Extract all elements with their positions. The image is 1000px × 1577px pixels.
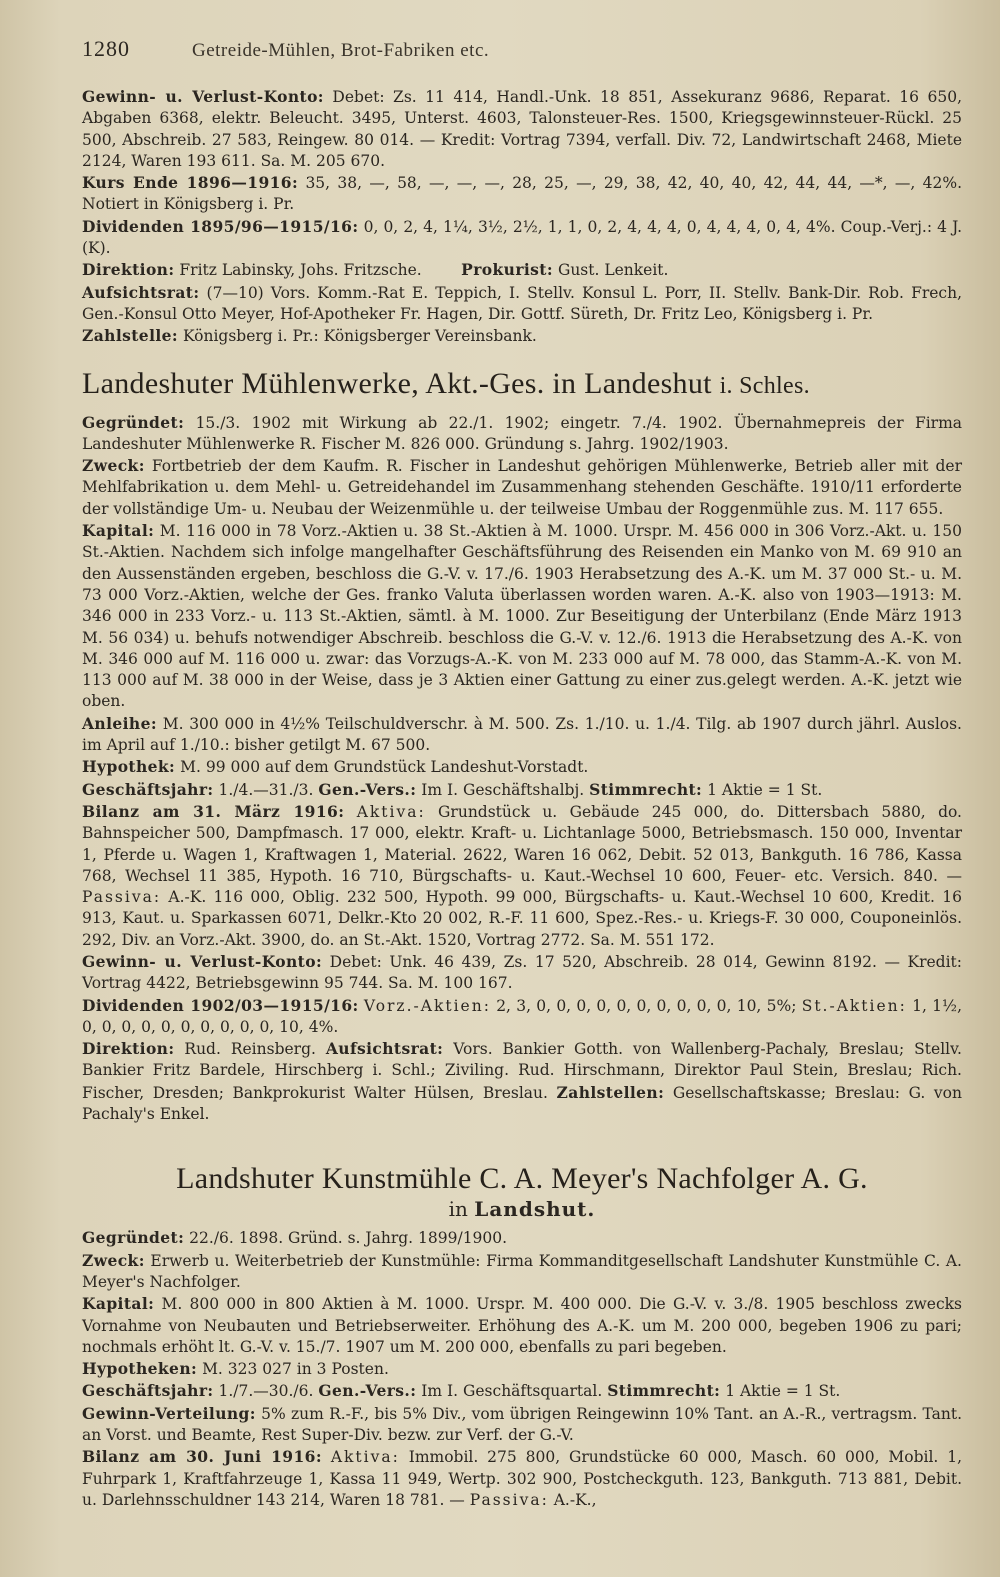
direktion-paragraph: Direktion: Fritz Labinsky, Johs. Fritzsche. Prokurist: Gust. Lenkeit. [82, 260, 669, 280]
guv-paragraph: Gewinn- u. Verlust-Konto: Debet: Unk. 46 439, Zs. 17 520, Abschreib. 28 014, Gewinn 8192. — Kredit: Vortrag 4422, Betriebsgewinn 95 744. Sa. M. 100 167. [82, 951, 962, 993]
zweck-paragraph: Zweck: Erwerb u. Weiterbetrieb der Kunstmühle: Firma Kommanditgesellschaft Landshuter Kunstmühle C. A. Meyer's Nachfolger. [82, 1250, 962, 1291]
zahlstelle-paragraph: Zahlstelle: Königsberg i. Pr.: Königsberger Vereinsbank. [82, 326, 537, 346]
page-header [82, 36, 962, 86]
kapital-paragraph: Kapital: M. 116 000 in 78 Vorz.-Aktien u. 38 St.-Aktien à M. 1000. Urspr. M. 456 000 in 306 Vorz.-Akt. u. 150 St.-Aktien. Nachdem sich infolge mangelhafter Geschäftsführung des Reisenden ein Manko von M. 69 910 an den Aussenständen ergeben, beschloss die G.-V. v. 17./6. 1903 Herabsetzung des A.-K. um M. 37 000 St.- u. M. 73 000 Vorz.-Aktien, welche der Ges. franko Valuta überlassen worden waren. A.-K. also von 1903—1913: M. 346 000 in 233 Vorz.- u. 113 St.-Aktien, sämtl. à M. 1000. Zur Beseitigung der Unterbilanz (Ende März 1913 M. 56 034) u. behufs notwendiger Abschreib. beschloss die G.-V. v. 12./6. 1913 die Herabsetzung des A.-K. von M. 346 000 auf M. 116 000 u. zwar: das Vorzugs-A.-K. von M. 233 000 auf M. 78 000, das Stamm-A.-K. von M. 113 000 auf M. 38 000 in der Weise, dass je 3 Aktien einer Gattung zu einer zus.gelegt werden. A.-K. jetzt wie oben. [82, 521, 962, 711]
aufsichtsrat-paragraph: Aufsichtsrat: (7—10) Vors. Komm.-Rat E. Teppich, I. Stellv. Konsul L. Porr, II. Stellv. Bank-Dir. Rob. Frech, Gen.-Konsul Otto Meyer, Hof-Apotheker Fr. Hagen, Dir. Gottf. Süreth, Dr. Fritz Leo, Königsberg i. Pr. [82, 282, 962, 323]
company-title: Landeshuter Mühlenwerke, Akt.-Ges. in Landeshut i. Schles. [82, 366, 810, 400]
page-number: 1280 [82, 36, 130, 61]
dividenden-paragraph: Dividenden 1902/03—1915/16: Vorz.-Aktien: 2, 3, 0, 0, 0, 0, 0, 0, 0, 0, 0, 0, 10, 5%; St.-Aktien: 1, 1½, 0, 0, 0, 0, 0, 0, 0, 0, 0, 0, 10, 4%. [82, 995, 962, 1036]
geschaeftsjahr-paragraph: Geschäftsjahr: 1./7.—30./6. Gen.-Vers.: Im I. Geschäftsquartal. Stimmrecht: 1 Aktie = 1 St. [82, 1381, 841, 1401]
hypothek-paragraph: Hypothek: M. 99 000 auf dem Grundstück Landeshut-Vorstadt. [82, 757, 589, 777]
anleihe-paragraph: Anleihe: M. 300 000 in 4½% Teilschuldverschr. à M. 500. Zs. 1./10. u. 1./4. Tilg. ab 1907 durch jährl. Auslos. im April auf 1./10.: bisher getilgt M. 67 500. [82, 713, 962, 755]
company-title: Landshuter Kunstmühle C. A. Meyer's Nachfolger A. G. [176, 1162, 868, 1196]
bilanz-paragraph: Bilanz am 30. Juni 1916: Aktiva: Immobil. 275 800, Grundstücke 60 000, Masch. 60 000, Mobil. 1, Fuhrpark 1, Kraftfahrzeuge 1, Kassa 11 949, Wertp. 302 900, Postcheckguth. 123, Bankguth. 713 881, Debit. u. Darlehnsschuldner 143 214, Waren 18 781. — Passiva: A.-K., [82, 1447, 963, 1509]
geschaeftsjahr-paragraph: Geschäftsjahr: 1./4.—31./3. Gen.-Vers.: Im I. Geschäftshalbj. Stimmrecht: 1 Aktie = 1 St. [82, 779, 823, 799]
dividenden-paragraph: Dividenden 1895/96—1915/16: 0, 0, 2, 4, 1¼, 3½, 2½, 1, 1, 0, 2, 4, 4, 4, 0, 4, 4, 4, 0, 4, 4%. Coup.-Verj.: 4 J. (K). [82, 216, 963, 258]
gegruendet-paragraph: Gegründet: 15./3. 1902 mit Wirkung ab 22./1. 1902; eingetr. 7./4. 1902. Übernahmepreis der Firma Landeshuter Mühlenwerke R. Fischer M. 826 000. Gründung s. Jahrg. 1902/1903. [82, 412, 963, 453]
kurs-paragraph: Kurs Ende 1896—1916: 35, 38, —, 58, —, —, —, 28, 25, —, 29, 38, 42, 40, 40, 42, 44, 44, —*, —, 42%. Notiert in Königsberg i. Pr. [82, 173, 963, 214]
bilanz-paragraph: Bilanz am 31. März 1916: Aktiva: Grundstück u. Gebäude 245 000, do. Dittersbach 5880, do. Bahnspeicher 500, Dampfmasch. 17 000, elektr. Kraft- u. Lichtanlage 5000, Betriebsmasch. 150 000, Inventar 1, Pferde u. Wagen 1, Kraftwagen 1, Material. 2622, Waren 16 062, Debit. 52 013, Bankguth. 16 786, Kassa 768, Wechsel 11 385, Hypoth. 16 710, Bürgschafts- u. Kaut.-Wechsel 10 600, Feuer- etc. Versich. 840. — Passiva: A.-K. 116 000, Oblig. 232 500, Hypoth. 99 000, Bürgschafts- u. Kaut.-Wechsel 10 600, Kredit. 16 913, Kaut. u. Sparkassen 6071, Delkr.-Kto 20 002, R.-F. 11 600, Spez.-Res.- u. Kriegs-F. 30 000, Couponeinlös. 292, Div. an Vorz.-Akt. 3900, do. an St.-Akt. 1520, Vortrag 2772. Sa. M. 551 172. [82, 801, 962, 949]
running-title: Getreide-Mühlen, Brot-Fabriken etc. [192, 40, 490, 61]
company-location: in Landshut. [448, 1197, 596, 1222]
zweck-paragraph: Zweck: Fortbetrieb der dem Kaufm. R. Fischer in Landeshut gehörigen Mühlenwerke, Betrieb aller mit der Mehlfabrikation u. dem Mehl- u. Getreidehandel im Zusammenhang stehenden Geschäfte. 1910/11 erforderte der vollständige Um- u. Neubau der Weizenmühle u. der teilweise Umbau der Roggenmühle zus. M. 117 655. [82, 456, 962, 518]
gegruendet-paragraph: Gegründet: 22./6. 1898. Gründ. s. Jahrg. 1899/1900. [82, 1228, 508, 1248]
direktion-paragraph: Direktion: Rud. Reinsberg. Aufsichtsrat: Vors. Bankier Gotth. von Wallenberg-Pachaly, Breslau; Stellv. Bankier Fritz Bardele, Hirschberg i. Schl.; Ziviling. Rud. Hirschmann, Direktor Paul Stein, Breslau; Rich. Fischer, Dresden; Bankprokurist Walter Hülsen, Breslau. Zahlstellen: Gesellschaftskasse; Breslau: G. von Pachaly's Enkel. [82, 1039, 962, 1124]
hypotheken-paragraph: Hypotheken: M. 323 027 in 3 Posten. [82, 1359, 389, 1379]
kapital-paragraph: Kapital: M. 800 000 in 800 Aktien à M. 1000. Urspr. M. 400 000. Die G.-V. v. 3./8. 1905 beschloss zwecks Vornahme von Neubauten und Betriebserweiter. Erhöhung des A.-K. um M. 200 000, begeben 1906 zu pari; nochmals erhöht lt. G.-V. v. 15./7. 1907 um M. 200 000, ebenfalls zu pari begeben. [82, 1294, 962, 1356]
gewinnverteilung-paragraph: Gewinn-Verteilung: 5% zum R.-F., bis 5% Div., vom übrigen Reingewinn 10% Tant. an A.-R., vertragsm. Tant. an Vorst. und Beamte, Rest Super-Div. bezw. zur Verf. der G.-V. [82, 1403, 963, 1445]
section-landshuter-kunstmuehle [82, 1161, 962, 1511]
section-previous-company [82, 86, 962, 348]
section-landeshuter-muehlenwerke [82, 366, 962, 1126]
gv-konto-paragraph: Gewinn- u. Verlust-Konto: Debet: Zs. 11 414, Handl.-Unk. 18 851, Assekuranz 9686, Reparat. 16 650, Abgaben 6368, elektr. Beleucht. 3495, Unterst. 4603, Talonsteuer-Res. 1500, Kriegsgewinnsteuer-Rückl. 25 500, Abschreib. 27 583, Reingew. 80 014. — Kredit: Vortrag 7394, verfall. Div. 72, Landwirtschaft 2468, Miete 2124, Waren 193 611. Sa. M. 205 670. [82, 87, 962, 170]
